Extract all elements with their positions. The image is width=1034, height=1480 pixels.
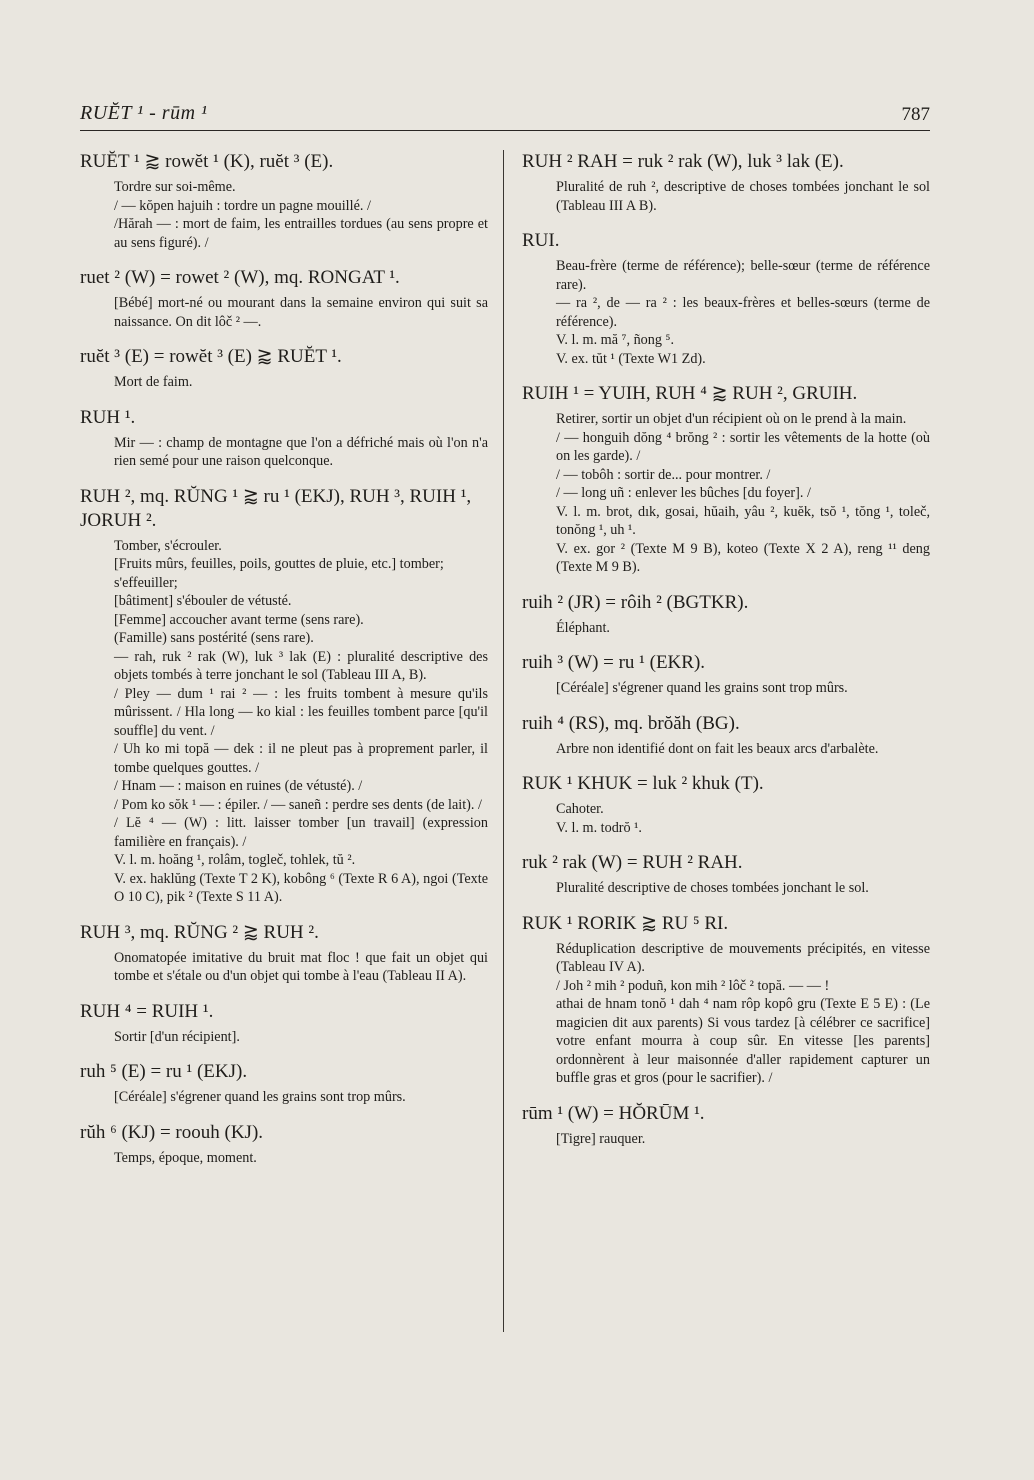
entry-headword: ruk ² rak (W) = RUH ² RAH. <box>522 852 743 873</box>
left-column <box>80 150 488 1181</box>
entry-headword: RUĔT ¹ ⪆ rowĕt ¹ (K), ruĕt ³ (E). <box>80 151 334 172</box>
entry-definition: Pluralité descriptive de choses tombées jonchant le sol. <box>556 880 869 896</box>
entry-headword: RUH ² RAH = ruk ² rak (W), luk ³ lak (E). <box>522 151 844 172</box>
entry-definition: Éléphant. <box>556 619 610 636</box>
entry-definition: Mir — : champ de montagne que l'on a défriché mais où l'on n'a rien semé pour une raison quelconque. <box>114 434 488 469</box>
entry-definition: Onomatopée imitative du bruit mat floc ! que fait un objet qui tombe et s'étale ou d'un objet qui tombe à l'eau (Tableau II A). <box>114 949 488 984</box>
entry-definition: [Bébé] mort-né ou mourant dans la semaine environ qui suit sa naissance. On dit lôč ² —. <box>114 295 488 330</box>
entry <box>522 150 930 215</box>
entry-headword: ruih ² (JR) = rôih ² (BGTKR). <box>522 591 749 613</box>
entry-headword: ruĕt ³ (E) = rowĕt ³ (E) ⪆ RUĔT ¹. <box>80 346 342 367</box>
entry-definition: [Tigre] rauquer. <box>556 1130 646 1147</box>
running-head <box>80 100 930 131</box>
entry-headword: ruet ² (W) = rowet ² (W), mq. RONGAT ¹. <box>80 267 400 288</box>
entry-headword: RUH ⁴ = RUIH ¹. <box>80 1000 214 1022</box>
entry-definition: Tordre sur soi-même. / — kŏpen hajuih : tordre un pagne mouillé. / /Hărah — : mort de faim, les entrailles tordues (au sens propre et au sens figuré). / <box>114 179 488 251</box>
entry-headword: RUH ¹. <box>80 406 136 428</box>
entry-definition: Beau-frère (terme de référence); belle-sœur (terme de référence rare). — ra ², de — ra ² : les beaux-frères et belles-sœurs (terme de référence). V. l. m. mă ⁷, ñong ⁵. V. ex. tŭt ¹ (Texte W1 Zd). <box>556 258 930 367</box>
running-title: RUĔT ¹ - rūm ¹ <box>80 102 208 124</box>
entry-definition: [Céréale] s'égrener quand les grains sont trop mûrs. <box>114 1089 406 1105</box>
entry-headword: RUI. <box>522 230 560 251</box>
entry <box>80 1121 488 1168</box>
right-column <box>522 150 930 1162</box>
entry-headword: RUH ³, mq. RŬNG ² ⪆ RUH ². <box>80 921 319 943</box>
entry <box>80 485 488 907</box>
entry <box>80 1060 488 1107</box>
entry-definition: Mort de faim. <box>114 374 193 390</box>
entry <box>80 406 488 471</box>
entry-headword: ruh ⁵ (E) = ru ¹ (EKJ). <box>80 1061 248 1082</box>
entry-headword: RUK ¹ KHUK = luk ² khuk (T). <box>522 773 764 794</box>
entry <box>80 266 488 331</box>
entry <box>80 150 488 252</box>
entry <box>80 1000 488 1047</box>
entry-definition: Sortir [d'un récipient]. <box>114 1028 240 1045</box>
entry-definition: Pluralité de ruh ², descriptive de choses tombées jonchant le sol (Tableau III A B). <box>556 179 930 214</box>
entry <box>522 591 930 638</box>
entry-headword: RUH ², mq. RŬNG ¹ ⪆ ru ¹ (EKJ), RUH ³, RUIH ¹, JORUH ². <box>80 485 472 531</box>
entry <box>80 345 488 392</box>
entry <box>522 382 930 577</box>
entry-headword: rūm ¹ (W) = HŎRŪM ¹. <box>522 1102 705 1124</box>
entry-definition: [Céréale] s'égrener quand les grains sont trop mûrs. <box>556 680 848 696</box>
entry-definition: Temps, époque, moment. <box>114 1149 257 1166</box>
entry <box>522 651 930 698</box>
entry-definition: Cahoter. V. l. m. todrŏ ¹. <box>556 801 642 836</box>
entry-definition: Retirer, sortir un objet d'un récipient où on le prend à la main. / — honguih dŏng ⁴ brŏng ² : sortir les vêtements de la hotte (où on les garde). / / — tobôh : sortir de... pour montrer. / / — long uñ : enlever les bûches [du foyer]. / V. l. m. brot, dık, gosai, hŭaih, yâu ², kuĕk, tsŏ ¹, tŏng ¹, toleč, tonŏng ¹, uh ¹. V. ex. gor ² (Texte M 9 B), koteo (Texte X 2 A), reng ¹¹ deng (Texte M 9 B). <box>556 411 930 575</box>
entry-headword: ruih ⁴ (RS), mq. brŏăh (BG). <box>522 712 740 734</box>
column-divider <box>503 150 504 1332</box>
page-number: 787 <box>901 104 930 125</box>
entry-headword: ruih ³ (W) = ru ¹ (EKR). <box>522 652 706 673</box>
entry-definition: Arbre non identifié dont on fait les beaux arcs d'arbalète. <box>556 740 879 757</box>
entry-definition: Tomber, s'écrouler. [Fruits mûrs, feuilles, poils, gouttes de pluie, etc.] tomber; s'effeuiller; [bâtiment] s'ébouler de vétusté. [Femme] accoucher avant terme (sens rare). (Famille) sans postérité (sens rare). — rah, ruk ² rak (W), luk ³ lak (E) : pluralité descriptive des objets tombés à terre jonchant le sol (Tableau III A, B). / Pley — dum ¹ rai ² — : les fruits tombent à mesure qu'ils mûrissent. / Hla long — ko kial : les feuilles tombent parce [qu'il souffle] du vent. / / Uh ko mi topă — dek : il ne pleut pas à proprement parler, il tombe quelques gouttes. / / Hnam — : maison en ruines (de vétusté). / / Pom ko sŏk ¹ — : épiler. / — saneñ : perdre ses dents (de lait). / / Lĕ ⁴ — (W) : litt. laisser tomber [un travail] (expression familière en français). / V. l. m. hoăng ¹, rolâm, togleč, tohlek, tŭ ². V. ex. haklŭng (Texte T 2 K), kobông ⁶ (Texte R 6 A), ngoi (Texte O 10 C), pik ² (Texte S 11 A). <box>114 537 488 905</box>
entry <box>522 712 930 759</box>
entry <box>522 229 930 368</box>
entry-definition: Réduplication descriptive de mouvements précipités, en vitesse (Tableau IV A). / Joh ² mih ² poduñ, kon mih ² lôč ² topă. — — ! athai de hnam tonŏ ¹ dah ⁴ nam rôp kopô gru (Texte E 5 E) : (Le magicien dit aux parents) Si vous tardez [à célébrer ce sacrifice] votre enfant mourra à coup sûr. En vitesse [les parents] ordonnèrent à leur maisonnée d'aller rapidement capturer un buffle gras et gros (pour le sacrifier). / <box>556 940 930 1086</box>
entry <box>522 772 930 837</box>
entry <box>522 912 930 1088</box>
entry <box>80 921 488 986</box>
entry-headword: RUK ¹ RORIK ⪆ RU ⁵ RI. <box>522 912 729 934</box>
entry <box>522 851 930 898</box>
entry <box>522 1102 930 1149</box>
entry-headword: rŭh ⁶ (KJ) = roouh (KJ). <box>80 1121 264 1143</box>
entry-headword: RUIH ¹ = YUIH, RUH ⁴ ⪆ RUH ², GRUIH. <box>522 383 858 404</box>
